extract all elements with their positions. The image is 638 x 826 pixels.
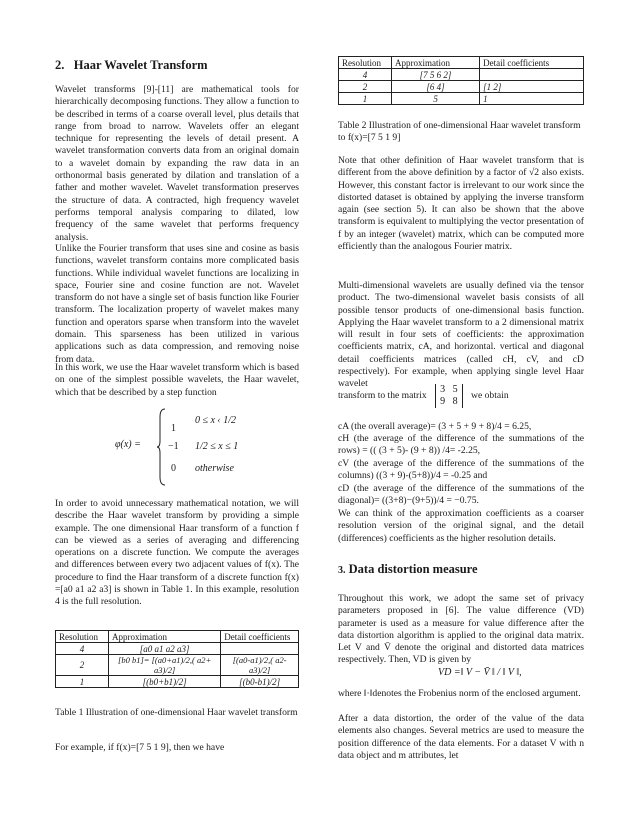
- table-cell: [7 5 6 2]: [392, 69, 480, 81]
- matrix-post-text: we obtain: [471, 390, 509, 402]
- line-cv: cV (the average of the difference of the summations of the columns) ((3 + 9)-(5+8))/4 = -0.25 and: [338, 458, 584, 482]
- table-cell: [(a0-a1)/2,( a2- a3)/2]: [221, 655, 299, 676]
- paragraph-intro: Wavelet transforms [9]-[11] are mathematical tools for hierarchically decomposing functions. They allow a function to be described in terms of a coarse overall level, plus details that range from broad to narrow. Wavelets offer an elegant technique for representing the levels of detail present. A wavelet transformation converts data from an original domain to a wavelet domain by expanding the raw data in an orthonormal basis generated by dilation and translation of a father and mother wavelet. Wavelet transformation preserves the structure of data. A contracted, high frequency wavelet performs temporal analysis comparing to dilated, low frequency of the same wavelet that performs frequency analysis.: [55, 84, 299, 243]
- caption-label: Table 1: [55, 707, 84, 718]
- matrix-pre-text: transform to the matrix: [338, 390, 427, 402]
- table-cell: 1: [339, 93, 392, 105]
- table-cell: [6 4]: [392, 81, 480, 93]
- paragraph-procedure: In order to avoid unnecessary mathematical notation, we will describe the Haar wavelet transform by providing a simple example. The one dimensional Haar transform of a function f can be viewed as a series of averaging and differencing operations on a discrete function. We compute the averages and differences between every two adjacent values of f(x). The procedure to find the Haar transform of a discrete function f(x) =[a0 a1 a2 a3] is shown in Table 1. In this example, resolution 4 is the full resolution.: [55, 498, 299, 608]
- paragraph-frobenius: where ‖·‖denotes the Frobenius norm of the enclosed argument.: [338, 688, 581, 699]
- step-function-formula: [115, 407, 295, 487]
- paragraph-order: After a data distortion, the order of the value of the data elements also changes. Several metrics are used to measure the position difference of the data elements. For a dataset V with n data object and m attributes, let: [338, 713, 584, 761]
- table-row: [339, 93, 584, 105]
- heading-text: Data distortion measure: [345, 562, 478, 576]
- table-cell: 5: [392, 93, 480, 105]
- matrix-row: 3 5: [440, 384, 458, 395]
- table-row: [56, 676, 299, 688]
- table-cell: 4: [339, 69, 392, 81]
- table-1-caption: [55, 707, 299, 719]
- paragraph-multidim: Multi-dimensional wavelets are usually defined via the tensor product. The two-dimensional wavelet basis consists of all possible tensor products of one-dimensional basis function. Applying the Haar wavelet transform to a 2 dimensional matrix will result in four sets of coefficients: the approximation coefficients matrix, cA, and horizontal. vertical and diagonal detail coefficients matrices (called cH, cV, and cD respectively). For example, when applying single level Haar wavelet: [338, 280, 584, 390]
- table-cell: [480, 69, 584, 81]
- table-cell: 2: [56, 655, 109, 676]
- matrix-example: [338, 384, 584, 408]
- case2-condition: 1/2 ≤ x ≤ 1: [195, 441, 239, 452]
- table-row: [339, 81, 584, 93]
- table-row: [339, 69, 584, 81]
- line-cd: cD (the average of the difference of the summations of the diagonal)= ((3+8)−(9+5))/4 = −0.75.: [338, 483, 584, 507]
- table-row: [56, 643, 299, 655]
- table-header-cell: Resolution: [339, 57, 392, 69]
- table-1: [55, 630, 299, 688]
- caption-text: Illustration of one-dimensional Haar wavelet transform to f(x)=[7 5 1 9]: [338, 120, 581, 144]
- caption-text: Illustration of one-dimensional Haar wavelet transform: [83, 707, 298, 718]
- case1-value: 1: [171, 423, 176, 434]
- case1-condition: 0 ≤ x ‹ 1/2: [195, 415, 237, 426]
- table-cell: [(b0+b1)/2]: [109, 676, 221, 688]
- table-header-cell: Approximation: [392, 57, 480, 69]
- line-ca: cA (the overall average)= (3 + 5 + 9 + 8)/4 = 6.25,: [338, 421, 532, 432]
- line-ch: cH (the average of the difference of the summations of the rows) = (( (3 + 5)- (9 + 8)) /4= -2.25,: [338, 433, 584, 457]
- table-cell: [b0 b1]= [(a0+a1)/2,( a2+ a3)/2]: [109, 655, 221, 676]
- case3-value: 0: [171, 463, 176, 474]
- table-header-cell: Resolution: [56, 631, 109, 643]
- table-cell: [1 2]: [480, 81, 584, 93]
- table-header-cell: Approximation: [109, 631, 221, 643]
- section-heading-distortion: [338, 562, 478, 577]
- matrix-row: 9 8: [440, 396, 458, 407]
- formula-brace: [157, 407, 167, 487]
- paragraph-approximation: We can think of the approximation coefficients as a coarser resolution version of the original signal, and the detail (differences) coefficients as the higher resolution details.: [338, 508, 584, 544]
- table-cell: 2: [339, 81, 392, 93]
- table-row: [56, 655, 299, 676]
- table-cell: [221, 643, 299, 655]
- table-2-caption: [338, 120, 584, 145]
- paragraph-sqrt2: Note that other definition of Haar wavelet transform that is different from the above definition by a factor of √2 also exists. However, this constant factor is irrelevant to our work since the distorted dataset is obtained by applying the inverse transform again (see section 5). It can also be shown that the above transform is equivalent to multiplying the vector presentation of f by an integer (wavelet) matrix, which can be computed more efficiently than the analogous Fourier matrix.: [338, 155, 584, 253]
- table-2: [338, 56, 584, 105]
- table-cell: [a0 a1 a2 a3]: [109, 643, 221, 655]
- case3-condition: otherwise: [195, 463, 234, 474]
- table-header-cell: Detail coefficients: [480, 57, 584, 69]
- table-header-cell: Detail coefficients: [221, 631, 299, 643]
- section-heading-haar: 2. Haar Wavelet Transform: [55, 58, 208, 72]
- paragraph-fourier: Unlike the Fourier transform that uses sine and cosine as basis functions, wavelet transform contains more complicated basis functions. While individual wavelet functions are localizing in space, Fourier sine and cosine function are not. Wavelet transform do not have a single set of basis function like Fourier transform. The localization property of wavelet makes many function and operators sparse when transform into the wavelet domain. This sparseness has been utilized in various applications such as data compression, and removing noise from data.: [55, 243, 299, 365]
- table-cell: 1: [56, 676, 109, 688]
- matrix-2x2: [435, 384, 463, 408]
- table-cell: [(b0-b1)/2]: [221, 676, 299, 688]
- table-cell: 1: [480, 93, 584, 105]
- paragraph-vd: Throughout this work, we adopt the same set of privacy parameters proposed in [6]. The value difference (VD) parameter is used as a measure for value difference after the data distortion algorithm is applied to the original data matrix. Let V and V̄ denote the original and distorted data matrices respectively. Then, VD is given by: [338, 593, 584, 666]
- table-header-row: [56, 631, 299, 643]
- paragraph-example: For example, if f(x)=[7 5 1 9], then we have: [55, 742, 225, 753]
- case2-value: −1: [168, 441, 179, 452]
- paragraph-haar-step: In this work, we use the Haar wavelet transform which is based on one of the simplest possible wavelets, the Haar wavelet, which that be described by a step function: [55, 362, 299, 398]
- caption-label: Table 2: [338, 120, 367, 131]
- heading-number: 3.: [338, 565, 346, 576]
- formula-lhs: φ(x) =: [115, 439, 141, 450]
- vd-formula: VD =‖ V − V̄ ‖ / ‖ V ‖,: [438, 667, 522, 678]
- table-header-row: [339, 57, 584, 69]
- table-cell: 4: [56, 643, 109, 655]
